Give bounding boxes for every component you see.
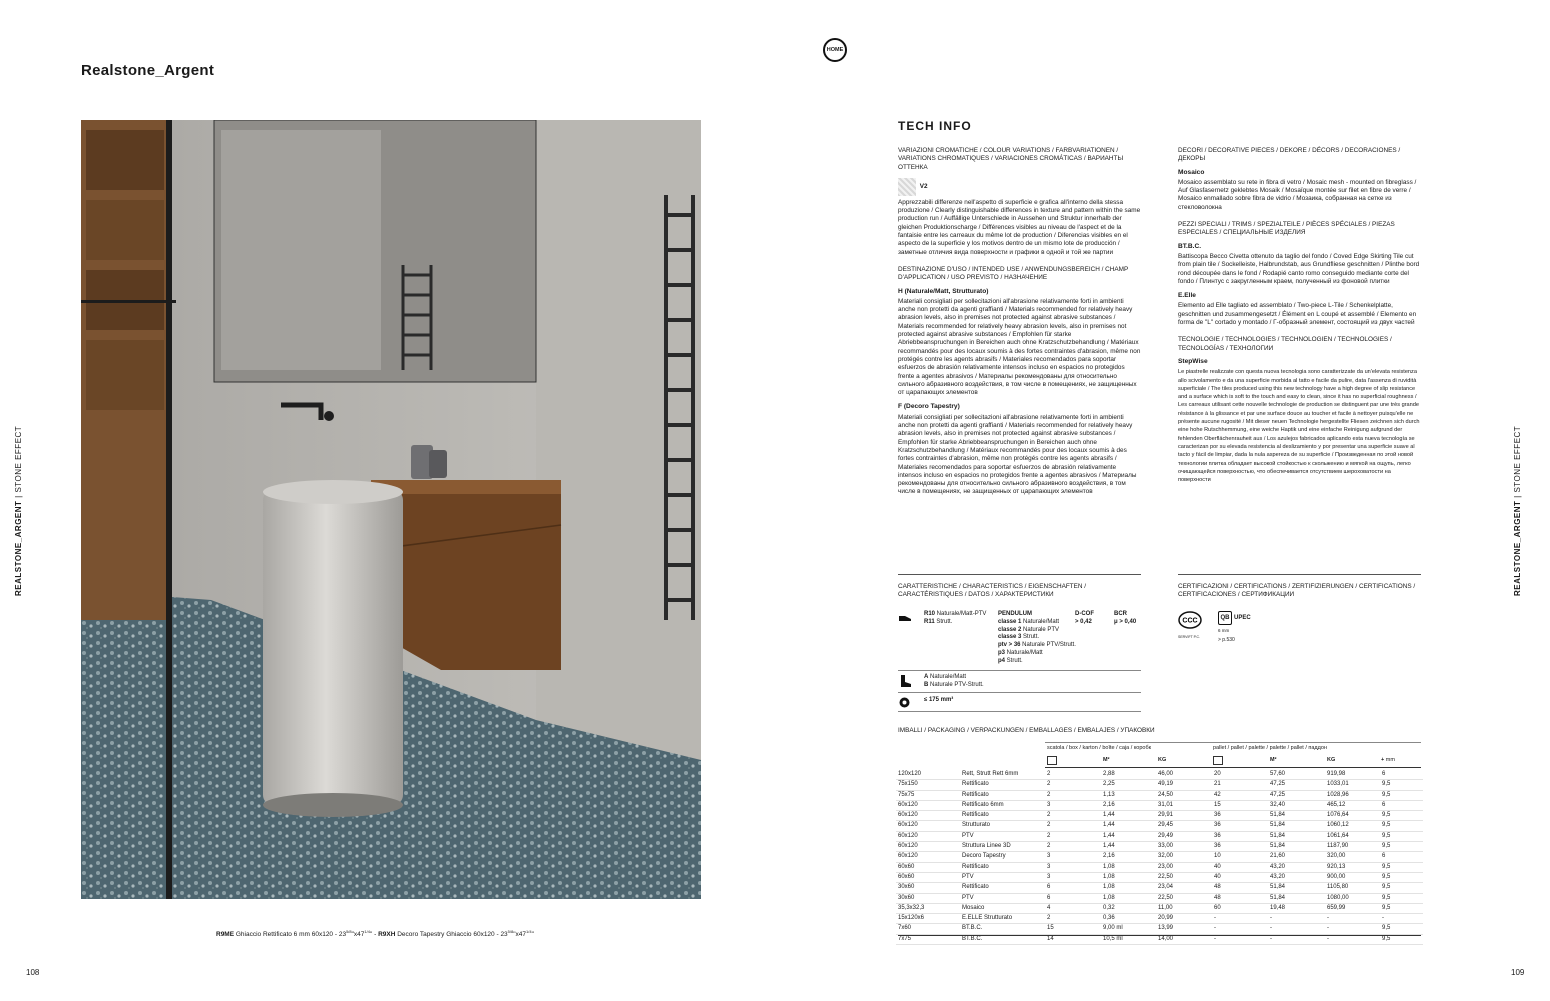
r10-label: R10 xyxy=(924,611,936,617)
divider xyxy=(898,711,1141,712)
certifications-heading: CERTIFICAZIONI / CERTIFICATIONS / ZERTIFIZIERUNGEN / CERTIFICATIONS / CERTIFICACIONES / СЕРТИФИКАЦИИ xyxy=(1178,583,1416,599)
table-cell: 9,5 xyxy=(1380,831,1423,841)
table-cell: 43,20 xyxy=(1268,872,1325,882)
table-cell: - xyxy=(1212,934,1268,944)
table-cell: 15x120x6 xyxy=(896,914,960,924)
table-cell: 21 xyxy=(1212,780,1268,790)
tech-info-title: TECH INFO xyxy=(898,119,972,133)
table-row xyxy=(896,831,1423,841)
table-row xyxy=(896,883,1423,893)
table-cell: 30x60 xyxy=(896,893,960,903)
table-cell: 33,00 xyxy=(1156,842,1212,852)
table-cell: 9,5 xyxy=(1380,780,1423,790)
divider xyxy=(898,670,1141,671)
table-cell: 465,12 xyxy=(1325,800,1380,810)
table-cell: 19,48 xyxy=(1268,903,1325,913)
table-cell: 42 xyxy=(1212,790,1268,800)
table-cell: BT.B.C. xyxy=(960,934,1045,944)
pendulum-label: PENDULUM xyxy=(998,611,1032,617)
f-text: Materiali consigliati per sollecitazioni all'abrasione relativamente forti in ambienti anche non protetti da agenti graffianti / Materials recommended for relatively heavy abrasion levels, also in premises not protected against abrasive substances / Empfohlen für starke Abriebbeanspruchungen in Bereichen auch ohne Kratzschutzbehandlung / Matériaux recommandés pour des locaux soumis à des fortes contraintes d'abrasion, même non protégés contre les agents abrasifs / Materiales recomendados para soportar esfuerzos de abrasión relativamente intensos incluso en espacios no protegidos frente a agentes abrasivos / Материалы рекомендованы для относительно сильного абразивного воздействия, в том числе в помещениях, не защищенных от царапающих элементов xyxy=(898,413,1137,496)
table-cell: 20 xyxy=(1212,770,1268,780)
table-cell: 15 xyxy=(1045,924,1101,934)
table-cell: 60x120 xyxy=(896,831,960,841)
table-cell: 659,99 xyxy=(1325,903,1380,913)
table-cell: 36 xyxy=(1212,831,1268,841)
table-cell: 1033,01 xyxy=(1325,780,1380,790)
table-cell: 920,13 xyxy=(1325,862,1380,872)
divider xyxy=(1045,742,1421,743)
table-cell: 6 xyxy=(1380,770,1423,780)
table-cell: 120x120 xyxy=(896,770,960,780)
table-cell: 30x60 xyxy=(896,883,960,893)
dcof-label: D-COF xyxy=(1075,611,1094,617)
table-cell: 1,44 xyxy=(1101,821,1156,831)
table-cell: 2 xyxy=(1045,770,1101,780)
table-cell: BT.B.C. xyxy=(960,924,1045,934)
pallet-m2-header: M² xyxy=(1270,757,1277,763)
table-cell: 10,5 ml xyxy=(1101,934,1156,944)
page-title: Realstone_Argent xyxy=(81,62,215,79)
table-cell: Strutturato xyxy=(960,821,1045,831)
shoe-icon xyxy=(898,613,912,627)
intended-use-heading: DESTINAZIONE D'USO / INTENDED USE / ANWENDUNGSBEREICH / CHAMP D'APPLICATION / USO PREVISTO / НАЗНАЧЕНИЕ xyxy=(898,265,1129,282)
trims-heading: PEZZI SPECIALI / TRIMS / SPEZIALTEILE / PIÈCES SPÉCIALES / PIEZAS ESPECIALES / СПЕЦИАЛЬНЫЕ ИЗДЕЛИЯ xyxy=(1178,221,1395,237)
pallet-heading: pallet / pallet / palette / palette / pallet / паддон xyxy=(1213,745,1327,751)
table-cell: 29,49 xyxy=(1156,831,1212,841)
box-icon xyxy=(1047,756,1057,765)
qb-logo-icon: QB xyxy=(1218,611,1232,625)
table-cell: 2 xyxy=(1045,821,1101,831)
r11-text: Strutt. xyxy=(934,618,953,625)
p3-label: p3 xyxy=(998,649,1006,656)
upec-page-ref[interactable]: > p.530 xyxy=(1218,637,1235,643)
f-title: F (Decoro Tapestry) xyxy=(898,403,960,411)
table-cell: 36 xyxy=(1212,842,1268,852)
pallet-icon xyxy=(1213,756,1223,765)
h-title: H (Naturale/Matt, Strutturato) xyxy=(898,287,989,295)
table-cell: 0,32 xyxy=(1101,903,1156,913)
table-cell: 9,5 xyxy=(1380,862,1423,872)
caption-frac-1: 5/8 xyxy=(346,929,352,934)
table-cell: Rettificato xyxy=(960,862,1045,872)
table-cell: 1,44 xyxy=(1101,842,1156,852)
table-cell: E.ELLE Strutturato xyxy=(960,914,1045,924)
table-cell: 1060,12 xyxy=(1325,821,1380,831)
table-cell: 2 xyxy=(1045,780,1101,790)
ccc-certification xyxy=(1178,611,1202,639)
caption-code-2: R9XH xyxy=(378,931,396,939)
technologies-heading: TECNOLOGIE / TECHNOLOGIES / TECHNOLOGIEN / TECHNOLOGIES / TECNOLOGÍAS / ТЕХНОЛОГИИ xyxy=(1178,336,1392,352)
table-cell: 48 xyxy=(1212,883,1268,893)
table-cell: 14 xyxy=(1045,934,1101,944)
table-cell: 36 xyxy=(1212,821,1268,831)
table-cell: Rettificato xyxy=(960,883,1045,893)
characteristics-heading: CARATTERISTICHE / CHARACTERISTICS / EIGENSCHAFTEN / CARACTÉRISTIQUES / DATOS / ХАРАКТЕРИСТИКИ xyxy=(898,583,1087,599)
table-cell: 6 xyxy=(1380,800,1423,810)
slip-r-values xyxy=(924,611,994,627)
table-cell: 40 xyxy=(1212,872,1268,882)
v2-label: V2 xyxy=(919,182,928,190)
colour-variations-heading: VARIAZIONI CROMATICHE / COLOUR VARIATIONS / FARBVARIATIONEN / VARIATIONS CHROMATIQUES / VARIACIONES CROMÁTICAS / ВАРИАНТЫ ОТТЕНКА xyxy=(898,147,1124,171)
table-cell: 51,84 xyxy=(1268,883,1325,893)
table-cell: 9,5 xyxy=(1380,821,1423,831)
table-cell: 9,00 ml xyxy=(1101,924,1156,934)
thickness-plus-icon: + xyxy=(1381,757,1385,763)
table-cell: 1,44 xyxy=(1101,831,1156,841)
home-button[interactable]: HOME xyxy=(823,38,847,62)
class-b-label: B xyxy=(924,681,929,688)
table-cell: Rettificato xyxy=(960,780,1045,790)
table-cell: 9,5 xyxy=(1380,934,1423,944)
table-cell: 6 xyxy=(1045,893,1101,903)
table-cell: 1,08 xyxy=(1101,862,1156,872)
caption-frac-2: 1/4 xyxy=(364,929,370,934)
table-cell: 23,00 xyxy=(1156,862,1212,872)
side-label-left-rest: | STONE EFFECT xyxy=(14,425,23,501)
resistance-row xyxy=(898,674,1141,690)
table-cell: 1061,64 xyxy=(1325,831,1380,841)
table-cell: 2 xyxy=(1045,831,1101,841)
table-cell: Decoro Tapestry xyxy=(960,852,1045,862)
table-cell: 7x75 xyxy=(896,934,960,944)
table-cell: 2,25 xyxy=(1101,780,1156,790)
table-cell: 48 xyxy=(1212,893,1268,903)
ptv-label: ptv > 36 xyxy=(998,642,1021,649)
table-cell: 3 xyxy=(1045,800,1101,810)
table-cell: 0,36 xyxy=(1101,914,1156,924)
classe3-label: classe 3 xyxy=(998,634,1022,641)
table-cell: 1,44 xyxy=(1101,811,1156,821)
table-cell: Rett, Strutt Rett 6mm xyxy=(960,770,1045,780)
side-label-right-rest: | STONE EFFECT xyxy=(1513,425,1522,501)
table-cell: 9,5 xyxy=(1380,924,1423,934)
bathroom-photo xyxy=(81,120,701,899)
h-text: Materiali consigliati per sollecitazioni all'abrasione relativamente forti in ambienti anche non protetti da agenti graffianti / Materials recommended for relatively heavy abrasion levels, also in premises not protected against abrasive substances / Materials recommended for relatively heavy abrasion levels, also in premises not protected against abrasive substances / Empfohlen für starke Abriebbeanspruchungen in Bereichen auch ohne Kratzschutzbehandlung / Matériaux recommandés pour des locaux soumis à des fortes contraintes d'abrasion, même non protégés contre les agents abrasifs / Materiales recomendados para soportar esfuerzos de abrasión relativamente intensos incluso en espacios no protegidos frente a agentes abrasivos / Материалы рекомендованы для относительно сильного абразивного воздействия, в том числе в помещениях, не защищенных от царапающих элементов xyxy=(898,297,1141,397)
table-cell: 29,45 xyxy=(1156,821,1212,831)
classe2-label: classe 2 xyxy=(998,626,1022,633)
table-cell: 15 xyxy=(1212,800,1268,810)
divider xyxy=(1045,767,1421,768)
table-cell: 10 xyxy=(1212,852,1268,862)
divider xyxy=(898,692,1141,693)
table-row xyxy=(896,842,1423,852)
table-row xyxy=(896,924,1423,934)
classe1-text: Naturale/Matt xyxy=(1021,618,1060,625)
table-cell: 47,25 xyxy=(1268,790,1325,800)
table-cell: 1187,90 xyxy=(1325,842,1380,852)
table-cell: 20,99 xyxy=(1156,914,1212,924)
dcof-value: > 0,42 xyxy=(1075,618,1092,625)
p4-label: p4 xyxy=(998,657,1006,664)
ccc-sub: SERVIFT P.C. xyxy=(1178,635,1200,639)
table-cell: 60x120 xyxy=(896,852,960,862)
table-cell: 2 xyxy=(1045,842,1101,852)
table-cell: 23,04 xyxy=(1156,883,1212,893)
table-cell: 6 xyxy=(1380,852,1423,862)
caption-mid-1: "x47 xyxy=(351,931,365,939)
table-cell: 57,60 xyxy=(1268,770,1325,780)
table-cell: 2,16 xyxy=(1101,852,1156,862)
table-cell: 3 xyxy=(1045,852,1101,862)
table-cell: 43,20 xyxy=(1268,862,1325,872)
table-cell: 14,00 xyxy=(1156,934,1212,944)
r10-text: Naturale/Matt-PTV xyxy=(935,611,987,617)
ccc-logo-icon xyxy=(1178,611,1202,629)
table-cell: 1028,96 xyxy=(1325,790,1380,800)
caption-end: " xyxy=(531,931,534,939)
dcof-values xyxy=(1075,611,1094,627)
side-label-right xyxy=(1513,426,1522,596)
packaging-table xyxy=(896,770,1423,945)
table-cell: 1,08 xyxy=(1101,893,1156,903)
table-cell: 75x75 xyxy=(896,790,960,800)
table-cell: 46,00 xyxy=(1156,770,1212,780)
page-number-left: 108 xyxy=(26,968,40,977)
stepwise-title: StepWise xyxy=(1178,357,1208,365)
table-cell: 32,40 xyxy=(1268,800,1325,810)
table-row xyxy=(896,903,1423,913)
table-row xyxy=(896,790,1423,800)
table-cell: 60x60 xyxy=(896,872,960,882)
table-cell: 32,00 xyxy=(1156,852,1212,862)
caption-mid-2: "x47 xyxy=(513,931,527,939)
page-number-right: 109 xyxy=(1511,968,1525,977)
caption-frac-3: 5/8 xyxy=(507,929,514,934)
table-cell: 36 xyxy=(1212,811,1268,821)
table-cell: 22,50 xyxy=(1156,872,1212,882)
packaging-heading: IMBALLI / PACKAGING / VERPACKUNGEN / EMBALLAGES / EMBALAJES / УПАКОВКИ xyxy=(898,727,1155,734)
classe2-text: Naturale PTV xyxy=(1021,626,1060,633)
bcr-label: BCR xyxy=(1114,611,1127,617)
table-row xyxy=(896,914,1423,924)
p3-text: Naturale/Matt xyxy=(1005,649,1043,656)
pendulum-values xyxy=(998,611,1078,666)
table-cell: 900,00 xyxy=(1325,872,1380,882)
caption-frac-4: 1/4 xyxy=(526,929,532,934)
r11-label: R11 xyxy=(924,618,935,625)
table-cell: 9,5 xyxy=(1380,811,1423,821)
table-cell: 3 xyxy=(1045,862,1101,872)
table-cell: 9,5 xyxy=(1380,842,1423,852)
btbc-title: BT.B.C. xyxy=(1178,242,1202,250)
tech-left-column xyxy=(898,147,1141,503)
resistance-values xyxy=(924,674,984,690)
table-cell: 60x120 xyxy=(896,811,960,821)
table-cell: 2,16 xyxy=(1101,800,1156,810)
table-cell: - xyxy=(1325,934,1380,944)
table-cell: PTV xyxy=(960,831,1045,841)
table-cell: 1,08 xyxy=(1101,883,1156,893)
table-cell: 60x60 xyxy=(896,862,960,872)
thickness-unit: mm xyxy=(1385,757,1395,763)
box-m2-header: M² xyxy=(1103,757,1110,763)
table-cell: Struttura Linee 3D xyxy=(960,842,1045,852)
table-cell: - xyxy=(1268,914,1325,924)
divider xyxy=(1178,574,1421,575)
table-cell: - xyxy=(1268,924,1325,934)
table-cell: 22,50 xyxy=(1156,893,1212,903)
table-cell: - xyxy=(1325,924,1380,934)
table-row xyxy=(896,852,1423,862)
table-cell: 35,3x32,3 xyxy=(896,903,960,913)
table-cell: 1,08 xyxy=(1101,872,1156,882)
side-label-left-bold: REALSTONE_ARGENT xyxy=(14,500,23,596)
table-cell: - xyxy=(1325,914,1380,924)
bcr-value: μ > 0,40 xyxy=(1114,618,1137,625)
table-cell: 31,01 xyxy=(1156,800,1212,810)
table-cell: - xyxy=(1212,914,1268,924)
table-cell: 1080,00 xyxy=(1325,893,1380,903)
mosaico-title: Mosaico xyxy=(1178,168,1205,176)
table-cell: 1076,64 xyxy=(1325,811,1380,821)
table-cell: 4 xyxy=(1045,903,1101,913)
table-cell: 51,84 xyxy=(1268,842,1325,852)
btbc-text: Battiscopa Becco Civetta ottenuto da taglio del fondo / Coved Edge Skirting Tile cut from plain tile / Sockelleiste, Halbrundstab, aus Grundfliese geschnitten / Plinthe bord rond découpée dans le fond / Rodapié canto romo conseguido mediante corte del fondo / Плинтус с закругленным краем, полученный из фоновой плитки xyxy=(1178,252,1420,285)
table-row xyxy=(896,780,1423,790)
caption-code-1: R9ME xyxy=(216,931,235,939)
stepwise-text: Le piastrelle realizzate con questa nuova tecnologia sono caratterizzate da un'elevata resistenza allo scivolamento e da una superficie morbida al tatto e facile da pulire, data l'assenza di ruvidità superficiale / The tiles produced using this new technology have a high degree of slip resistance and a surface which is soft to the touch and easy to clean, since it has no superficial roughness / Les carreaux utilisant cette nouvelle technologie de production se distinguent par une très grande résistance à la glissance et par une surface douce au toucher et facile à nettoyer puisqu'elle ne présente aucune rugosité / Mit dieser neuen Technologie hergestellte Fliesen zeichnen sich durch eine hohe Rutschhemmung, eine weiche Haptik und eine einfache Reinigung aufgrund der fehlenden Oberflächenrauheit aus / Los azulejos fabricados aplicando esta nueva tecnología se caracterizan por su elevada resistencia al deslizamiento y por presentar una superficie suave al tacto y fácil de limpiar, dada la nula aspereza de su superficie / Произведенная по этой новой технологии плитка обладает высокой стойкостью к скольжению и мягкой на ощупь, легко очищающейся поверхностью, что обеспечивается отсутствием шероховатости на поверхности xyxy=(1178,369,1420,484)
table-cell: 919,98 xyxy=(1325,770,1380,780)
table-cell: 1,13 xyxy=(1101,790,1156,800)
v2-swatch-icon xyxy=(898,178,916,196)
decor-heading: DECORI / DECORATIVE PIECES / DEKORE / DÉCORS / DECORACIONES / ДЕКОРЫ xyxy=(1178,147,1401,163)
table-row xyxy=(896,872,1423,882)
table-row xyxy=(896,821,1423,831)
svg-text:CCC: CCC xyxy=(1182,617,1198,625)
table-cell: Rettificato xyxy=(960,790,1045,800)
table-cell: 60x120 xyxy=(896,842,960,852)
table-cell: 2,88 xyxy=(1101,770,1156,780)
table-cell: 24,50 xyxy=(1156,790,1212,800)
caption-sep: " - xyxy=(369,931,379,939)
table-cell: 60x120 xyxy=(896,800,960,810)
table-cell: - xyxy=(1380,914,1423,924)
class-b-text: Naturale PTV-Strutt. xyxy=(928,681,984,688)
box-heading: scatola / box / karton / boîte / caja / коробк xyxy=(1047,745,1152,751)
table-row xyxy=(896,770,1423,780)
table-cell: Mosaico xyxy=(960,903,1045,913)
table-row xyxy=(896,893,1423,903)
mosaico-text: Mosaico assemblato su rete in fibra di vetro / Mosaic mesh - mounted on fibreglass / Auf Glasfasernetz geklebtes Mosaik / Mosaïque montée sur filet en fibre de verre / Mosaico enmallado sobre fibra de vidrio / Мозаика, собранная на сетке из стекловолокна xyxy=(1178,178,1417,211)
classe1-label: classe 1 xyxy=(998,618,1022,625)
upec-label: UPEC xyxy=(1234,615,1251,621)
v2-text: Apprezzabili differenze nell'aspetto di superficie e grafica all'interno della stessa produzione / Clearly distinguishable differences in texture and pattern within the same production run / Auffällige Unterschiede in Aussehen und Struktur innerhalb der gleichen Produktionscharge / Différences visibles au niveau de l'aspect et de la fantaisie entre les carreaux du même lot de production / Diferencias visibles en el aspecto de la superficie y los motivos dentro de un mismo lote de producción / заметные отличия вида поверхности и графики в одной и той же партии xyxy=(898,198,1141,256)
pallet-kg-header: KG xyxy=(1327,757,1336,763)
upec-certification xyxy=(1218,611,1251,643)
v2-row xyxy=(898,178,1141,196)
table-cell: - xyxy=(1268,934,1325,944)
table-cell: 21,60 xyxy=(1268,852,1325,862)
box-kg-header: KG xyxy=(1158,757,1167,763)
table-cell: 47,25 xyxy=(1268,780,1325,790)
divider xyxy=(898,574,1141,575)
side-label-right-bold: REALSTONE_ARGENT xyxy=(1513,500,1522,596)
p4-text: Strutt. xyxy=(1005,657,1023,664)
abrasion-row xyxy=(898,696,1141,710)
tech-right-column xyxy=(1178,147,1421,490)
table-cell: - xyxy=(1212,924,1268,934)
side-label-left xyxy=(14,426,23,596)
table-cell: 9,5 xyxy=(1380,872,1423,882)
table-cell: 49,19 xyxy=(1156,780,1212,790)
eelle-text: Elemento ad Elle tagliato ed assemblato / Two-piece L-Tile / Schenkelplatte, geschnitten und zusammengesetzt / Élément en L coupé et assemblé / Elemento en forma de "L" cortado y montado / Г-образный элемент, состоящий из двух частей xyxy=(1178,302,1417,327)
upec-thickness: 6 mm xyxy=(1218,628,1230,633)
bcr-values xyxy=(1114,611,1136,627)
class-a-text: Naturale/Matt xyxy=(928,674,967,680)
table-row xyxy=(896,811,1423,821)
caption-text-2: Decoro Tapestry Ghiaccio 60x120 - 23 xyxy=(395,931,508,939)
table-cell: 29,91 xyxy=(1156,811,1212,821)
table-cell: 2 xyxy=(1045,790,1101,800)
table-cell: 9,5 xyxy=(1380,893,1423,903)
table-cell: PTV xyxy=(960,893,1045,903)
table-cell: 51,84 xyxy=(1268,821,1325,831)
table-cell: 2 xyxy=(1045,811,1101,821)
table-cell: 9,5 xyxy=(1380,903,1423,913)
table-cell: Rettificato 6mm xyxy=(960,800,1045,810)
table-cell: 51,84 xyxy=(1268,831,1325,841)
table-cell: 60x120 xyxy=(896,821,960,831)
table-cell: 11,00 xyxy=(1156,903,1212,913)
divider xyxy=(898,935,1421,936)
boot-icon xyxy=(898,674,912,692)
eelle-title: E.Elle xyxy=(1178,292,1196,300)
classe3-text: Strutt. xyxy=(1021,634,1040,641)
table-cell: 1105,80 xyxy=(1325,883,1380,893)
abrasion-value: ≤ 175 mm³ xyxy=(924,697,954,703)
table-cell: 9,5 xyxy=(1380,883,1423,893)
table-cell: 60 xyxy=(1212,903,1268,913)
table-cell: 75x150 xyxy=(896,780,960,790)
table-cell: Rettificato xyxy=(960,811,1045,821)
table-row xyxy=(896,862,1423,872)
table-cell: 2 xyxy=(1045,914,1101,924)
table-cell: 51,84 xyxy=(1268,811,1325,821)
table-cell: 320,00 xyxy=(1325,852,1380,862)
photo-caption xyxy=(216,929,534,938)
table-cell: 7x60 xyxy=(896,924,960,934)
table-cell: 40 xyxy=(1212,862,1268,872)
ptv-text: Naturale PTV/Strutt. xyxy=(1020,642,1076,649)
table-cell: 51,84 xyxy=(1268,893,1325,903)
caption-text-1: Ghiaccio Rettificato 6 mm 60x120 - 23 xyxy=(234,931,347,939)
class-a-label: A xyxy=(924,674,929,680)
thickness-header xyxy=(1381,757,1395,763)
table-cell: PTV xyxy=(960,872,1045,882)
table-cell: 6 xyxy=(1045,883,1101,893)
table-cell: 13,99 xyxy=(1156,924,1212,934)
table-cell: 9,5 xyxy=(1380,790,1423,800)
table-cell: 3 xyxy=(1045,872,1101,882)
table-row xyxy=(896,800,1423,810)
